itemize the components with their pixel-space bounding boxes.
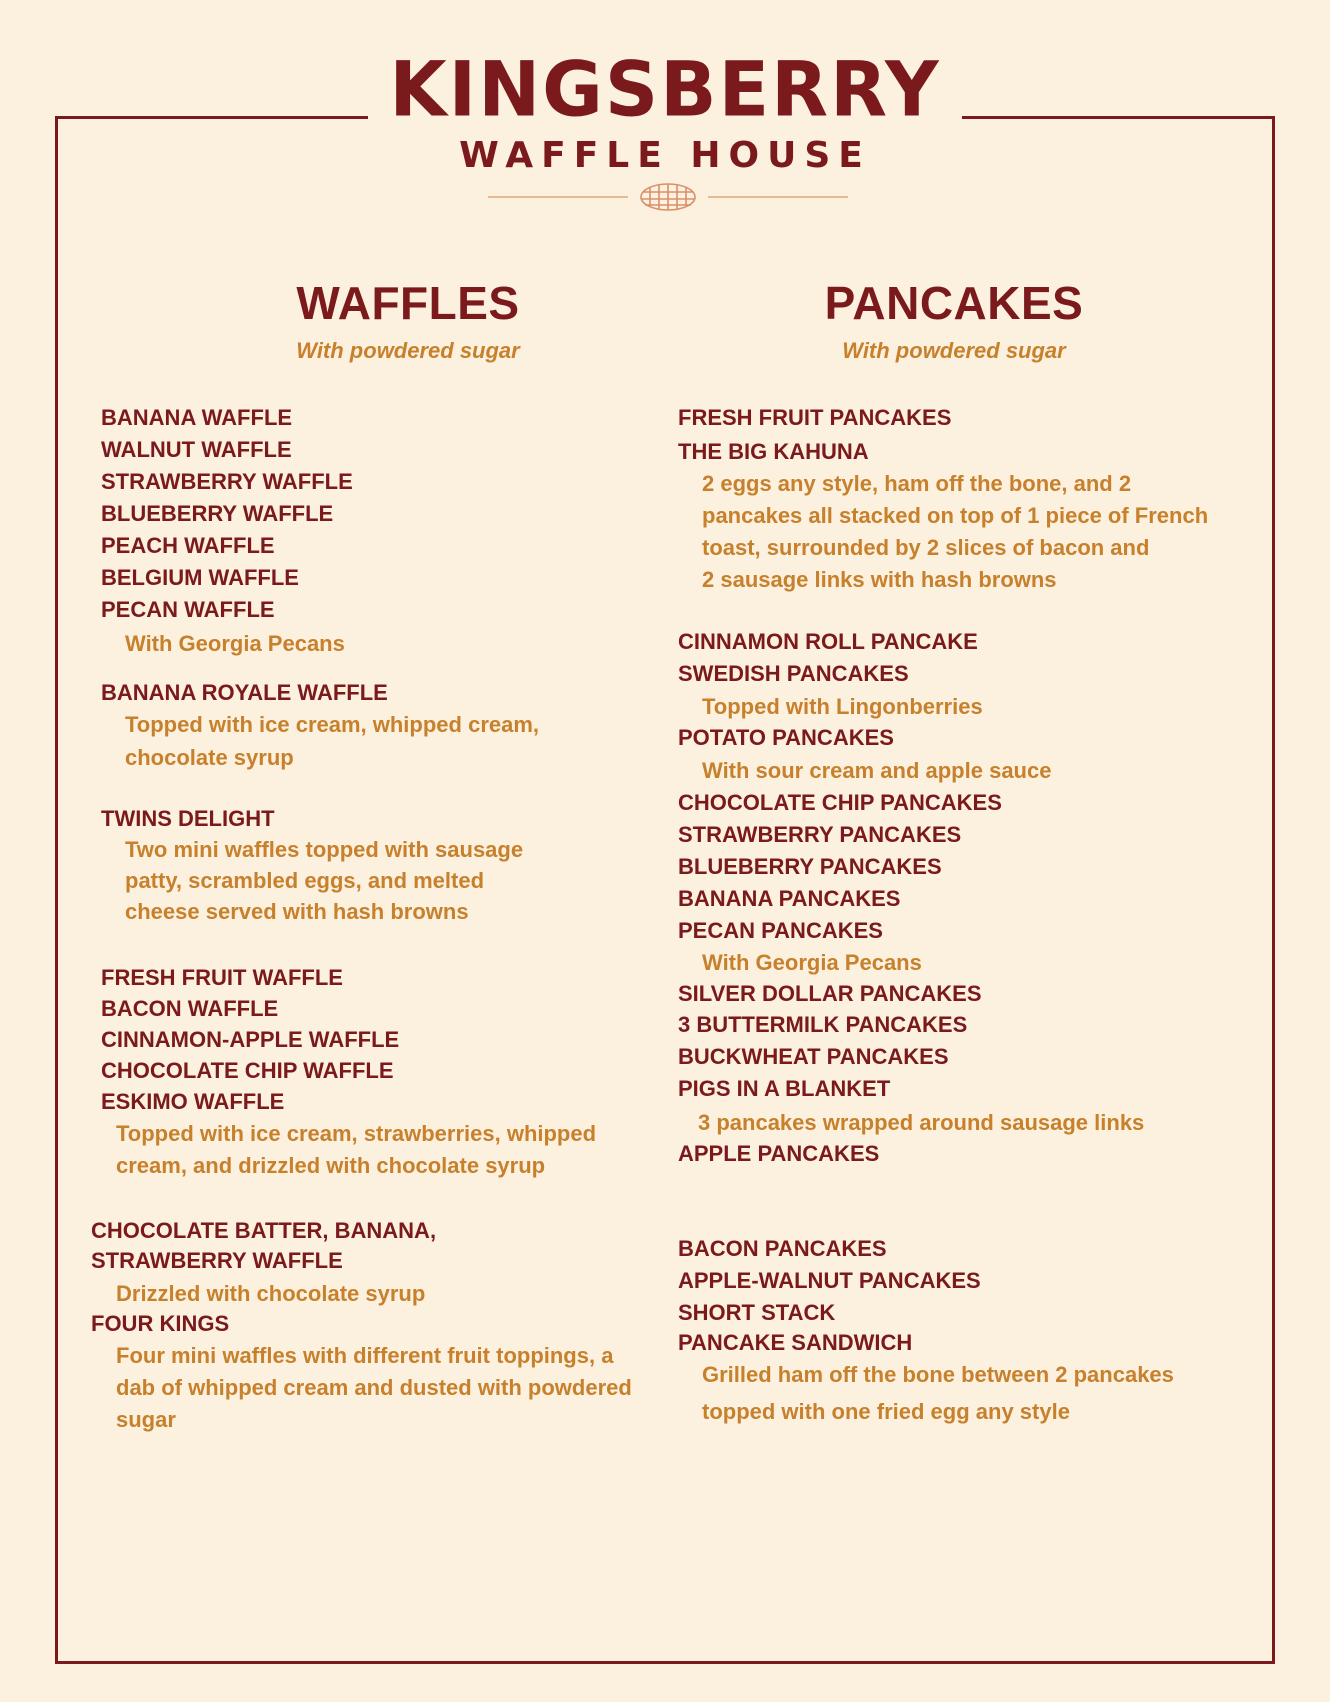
pancakes-item-description: Topped with Lingonberries xyxy=(702,694,983,719)
waffles-item-description: Drizzled with chocolate syrup xyxy=(116,1281,426,1306)
pancakes-item-name: SWEDISH PANCAKES xyxy=(678,661,909,686)
waffles-item-name: STRAWBERRY WAFFLE xyxy=(101,469,353,494)
waffles-item-name: FOUR KINGS xyxy=(91,1311,230,1336)
pancakes-item-description: 2 sausage links with hash browns xyxy=(702,567,1057,592)
waffles-item-name: WALNUT WAFFLE xyxy=(101,437,292,462)
waffles-item-description: sugar xyxy=(116,1407,176,1432)
waffle-icon xyxy=(488,180,848,214)
waffles-item-name: TWINS DELIGHT xyxy=(101,806,275,831)
pancakes-item-name: STRAWBERRY PANCAKES xyxy=(678,822,962,847)
waffles-item-name: PEACH WAFFLE xyxy=(101,533,275,558)
pancakes-item-name: SILVER DOLLAR PANCAKES xyxy=(678,981,982,1006)
pancakes-item-name: PIGS IN A BLANKET xyxy=(678,1076,891,1101)
waffles-item-description: Topped with ice cream, strawberries, whipped xyxy=(116,1121,597,1146)
pancakes-item-description: toast, surrounded by 2 slices of bacon and xyxy=(702,535,1150,560)
pancakes-item-name: CINNAMON ROLL PANCAKE xyxy=(678,629,978,654)
waffles-item-description: cream, and drizzled with chocolate syrup xyxy=(116,1153,546,1178)
waffles-item-name: BANANA WAFFLE xyxy=(101,405,293,430)
pancakes-item-name: THE BIG KAHUNA xyxy=(678,439,869,464)
pancakes-item-name: APPLE PANCAKES xyxy=(678,1141,880,1166)
waffles-item-name: CHOCOLATE CHIP WAFFLE xyxy=(101,1058,394,1083)
pancakes-item-description: Grilled ham off the bone between 2 pancakes xyxy=(702,1362,1174,1387)
pancakes-item-name: BLUEBERRY PANCAKES xyxy=(678,854,942,879)
waffles-item-description: chocolate syrup xyxy=(125,745,294,770)
pancakes-item-name: SHORT STACK xyxy=(678,1300,836,1325)
waffles-item-name: PECAN WAFFLE xyxy=(101,597,275,622)
pancakes-item-name: CHOCOLATE CHIP PANCAKES xyxy=(678,790,1002,815)
waffles-item-name: STRAWBERRY WAFFLE xyxy=(91,1248,343,1273)
waffles-item-description: With Georgia Pecans xyxy=(125,631,345,656)
waffles-subtitle: With powdered sugar xyxy=(296,338,520,363)
pancakes-title: PANCAKES xyxy=(824,277,1084,329)
waffles-item-name: BACON WAFFLE xyxy=(101,996,279,1021)
pancakes-item-description: With Georgia Pecans xyxy=(702,950,922,975)
pancakes-item-description: 3 pancakes wrapped around sausage links xyxy=(698,1110,1145,1135)
waffles-item-description: cheese served with hash browns xyxy=(125,899,469,924)
pancakes-item-name: FRESH FRUIT PANCAKES xyxy=(678,405,952,430)
pancakes-item-name: BUCKWHEAT PANCAKES xyxy=(678,1044,949,1069)
pancakes-item-name: BANANA PANCAKES xyxy=(678,886,901,911)
waffles-item-description: Two mini waffles topped with sausage xyxy=(125,837,524,862)
waffles-item-description: Four mini waffles with different fruit toppings, a xyxy=(116,1343,614,1368)
brand-subtitle: WAFFLE HOUSE xyxy=(459,135,871,176)
waffles-item-name: BLUEBERRY WAFFLE xyxy=(101,501,334,526)
waffles-item-name: BELGIUM WAFFLE xyxy=(101,565,299,590)
waffles-item-description: Topped with ice cream, whipped cream, xyxy=(125,712,540,737)
pancakes-item-name: 3 BUTTERMILK PANCAKES xyxy=(678,1012,968,1037)
waffles-item-name: CINNAMON-APPLE WAFFLE xyxy=(101,1027,400,1052)
waffles-item-description: dab of whipped cream and dusted with powdered xyxy=(116,1375,632,1400)
waffles-item-name: CHOCOLATE BATTER, BANANA, xyxy=(91,1218,437,1243)
brand-name: KINGSBERRY xyxy=(389,46,941,134)
pancakes-item-description: pancakes all stacked on top of 1 piece of French xyxy=(702,503,1209,528)
pancakes-subtitle: With powdered sugar xyxy=(842,338,1066,363)
waffles-item-description: patty, scrambled eggs, and melted xyxy=(125,868,485,893)
waffles-title: WAFFLES xyxy=(296,277,520,329)
pancakes-item-name: PECAN PANCAKES xyxy=(678,918,883,943)
pancakes-item-description: 2 eggs any style, ham off the bone, and 2 xyxy=(702,471,1132,496)
pancakes-item-description: With sour cream and apple sauce xyxy=(702,758,1052,783)
pancakes-item-name: POTATO PANCAKES xyxy=(678,725,894,750)
pancakes-item-name: PANCAKE SANDWICH xyxy=(678,1330,913,1355)
waffles-item-name: ESKIMO WAFFLE xyxy=(101,1089,285,1114)
waffles-item-name: BANANA ROYALE WAFFLE xyxy=(101,680,388,705)
pancakes-item-name: BACON PANCAKES xyxy=(678,1236,887,1261)
pancakes-item-name: APPLE-WALNUT PANCAKES xyxy=(678,1268,981,1293)
waffles-item-name: FRESH FRUIT WAFFLE xyxy=(101,965,343,990)
menu-header xyxy=(368,40,962,230)
pancakes-item-description: topped with one fried egg any style xyxy=(702,1399,1070,1424)
